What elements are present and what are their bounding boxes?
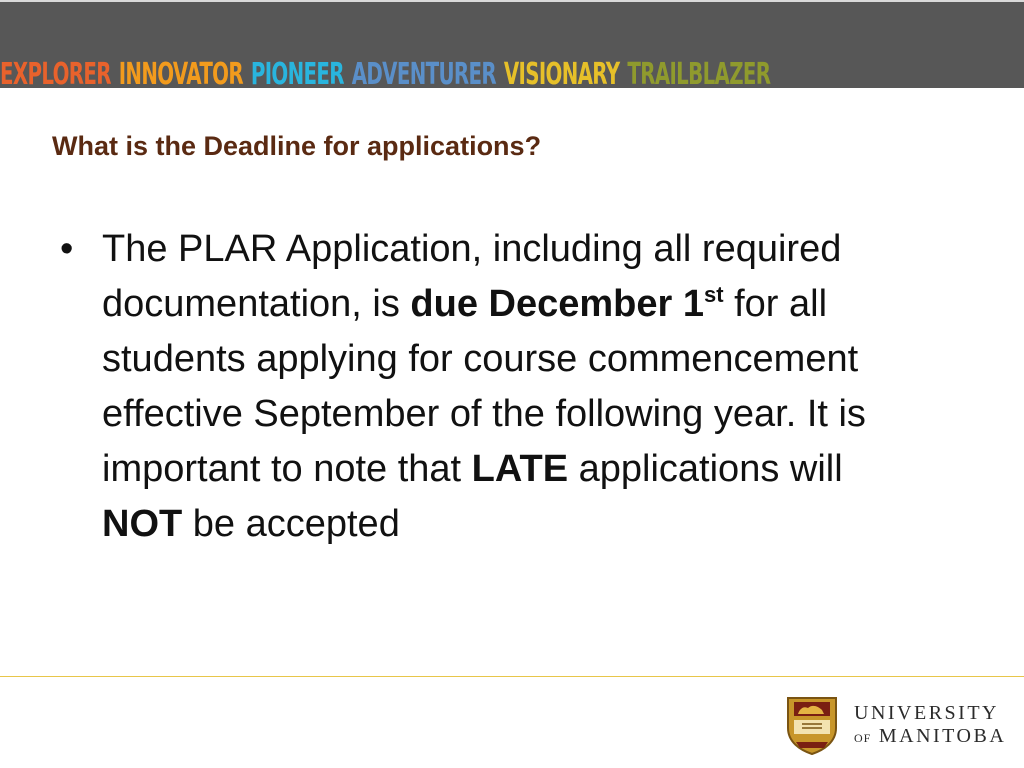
slide-title: What is the Deadline for applications? — [52, 131, 542, 161]
wordmark-of: OF — [854, 731, 872, 745]
banner-word-adventurer: ADVENTURER — [351, 57, 496, 92]
banner-word-innovator: INNOVATOR — [118, 57, 243, 92]
wordmark-university: UNIVERSITY — [854, 702, 999, 724]
wordmark-manitoba: MANITOBA — [878, 725, 1007, 747]
university-wordmark — [854, 702, 1006, 750]
bullet-text-4: be accepted — [182, 503, 400, 545]
banner-words — [0, 56, 778, 92]
ordinal-suffix: st — [703, 282, 724, 307]
banner-word-visionary: VISIONARY — [503, 57, 620, 92]
university-crest-icon — [784, 694, 840, 756]
footer-rule — [0, 676, 1024, 677]
slide-body — [60, 222, 880, 552]
bullet-text-1: The PLAR Application, including all required documentation, is — [102, 228, 842, 325]
bullet-text-2: for all students applying for course commencement effective September of the following year. It is important to note that — [102, 283, 866, 490]
wordmark-of-manitoba — [854, 724, 1006, 750]
deadline-date: due December 1 — [410, 283, 704, 325]
banner-word-explorer: EXPLORER — [0, 57, 111, 92]
header-banner — [0, 0, 1024, 92]
banner-word-trailblazer: TRAILBLAZER — [627, 57, 771, 92]
bullet-item — [60, 222, 880, 552]
not-emphasis: NOT — [102, 503, 183, 545]
banner-word-pioneer: PIONEER — [250, 57, 344, 92]
bullet-text-3: applications will — [568, 448, 843, 490]
late-emphasis: LATE — [471, 448, 569, 490]
bullet-marker: • — [60, 228, 74, 270]
university-logo — [784, 694, 1007, 758]
